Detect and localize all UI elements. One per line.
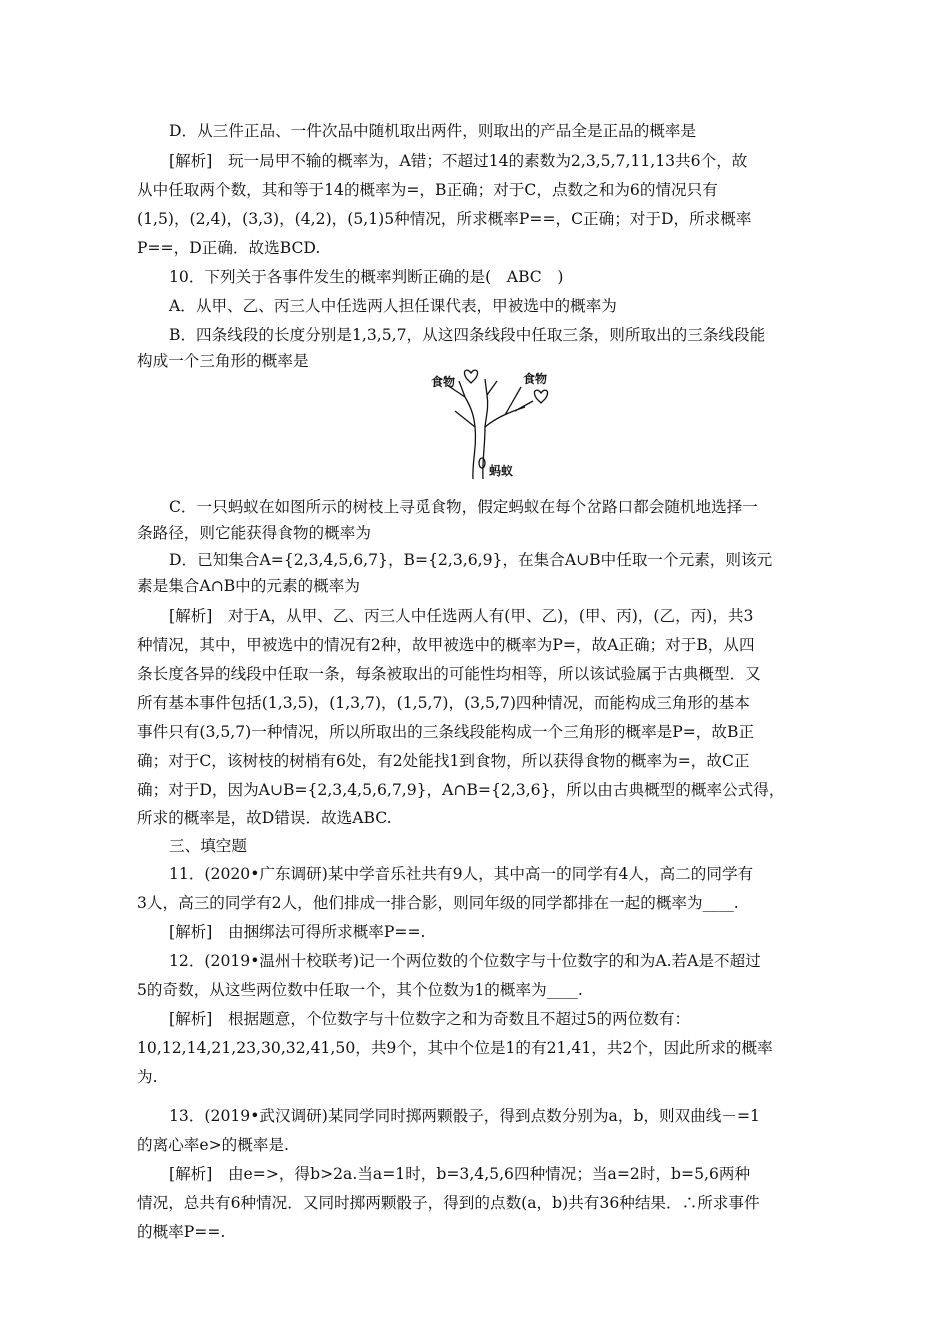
text-line: 条路径，则它能获得食物的概率为	[137, 524, 371, 542]
text-line: 5的奇数，从这些两位数中任取一个，其个位数为1的概率为____.	[137, 981, 583, 999]
text-line: D．从三件正品、一件次品中随机取出两件，则取出的产品全是正品的概率是	[169, 122, 697, 140]
text-line: [解析] 玩一局甲不输的概率为，A错；不超过14的素数为2,3,5,7,11,13共6个，故	[169, 152, 748, 170]
text-line: 11．(2020•广东调研)某中学音乐社共有9人，其中高一的同学有4人，高二的同学有	[169, 865, 754, 883]
ant-label: 蚂蚁	[489, 464, 514, 478]
section-heading: 三、填空题	[169, 837, 247, 855]
text-line: [解析] 对于A，从甲、乙、丙三人中任选两人有(甲、乙)，(甲、丙)，(乙，丙)，共3	[169, 607, 754, 625]
text-line: [解析] 根据题意，个位数字与十位数字之和为奇数且不超过5的两位数有：	[169, 1010, 691, 1028]
text-line: 所有基本事件包括(1,3,5)，(1,3,7)，(1,5,7)，(3,5,7)四种情况，而能构成三角形的基本	[137, 694, 750, 712]
text-line: 的离心率e>的概率是.	[137, 1136, 290, 1154]
text-line: [解析] 由e=>，得b>2a.当a=1时，b=3,4,5,6四种情况；当a=2时，b=5,6两种	[169, 1165, 751, 1183]
text-line: 构成一个三角形的概率是	[137, 352, 309, 370]
text-line: C．一只蚂蚁在如图所示的树枝上寻觅食物，假定蚂蚁在每个岔路口都会随机地选择一	[169, 498, 758, 516]
text-line: D．已知集合A={2,3,4,5,6,7}，B={2,3,6,9}，在集合A∪B中任取一个元素，则该元	[169, 551, 773, 569]
text-line: 事件只有(3,5,7)一种情况，所以所取出的三条线段能构成一个三角形的概率是P=，故B正	[137, 723, 755, 741]
tree-figure	[425, 367, 565, 482]
text-line: 13．(2019•武汉调研)某同学同时掷两颗骰子，得到点数分别为a，b，则双曲线－=1	[169, 1107, 760, 1125]
text-line: 确；对于C，该树枝的树梢有6处，有2处能找1到食物，所以获得食物的概率为=，故C正	[137, 752, 750, 770]
text-line: 确；对于D，因为A∪B={2,3,4,5,6,7,9}，A∩B={2,3,6}，所以由古典概型的概率公式得，	[137, 781, 785, 799]
text-line: B．四条线段的长度分别是1,3,5,7，从这四条线段中任取三条，则所取出的三条线段能	[169, 326, 766, 344]
text-line: [解析] 由捆绑法可得所求概率P==.	[169, 923, 426, 941]
text-line: 素是集合A∩B中的元素的概率为	[137, 577, 360, 595]
text-line: A．从甲、乙、丙三人中任选两人担任课代表，甲被选中的概率为	[169, 297, 617, 315]
text-line: 10,12,14,21,23,30,32,41,50，共9个，其中个位是1的有21,41，共2个，因此所求的概率	[137, 1039, 773, 1057]
text-line: (1,5)，(2,4)，(3,3)，(4,2)，(5,1)5种情况，所求概率P==，C正确；对于D，所求概率	[137, 210, 752, 228]
text-line: 条长度各异的线段中任取一条，每条被取出的可能性均相等，所以该试验属于古典概型．又	[137, 665, 761, 683]
text-line: 10．下列关于各事件发生的概率判断正确的是( ABC )	[169, 268, 564, 286]
food-label-left: 食物	[431, 375, 456, 389]
text-line: 从中任取两个数，其和等于14的概率为=，B正确；对于C，点数之和为6的情况只有	[137, 181, 718, 199]
food-label-right: 食物	[523, 372, 548, 386]
text-line: 种情况，其中，甲被选中的情况有2种，故甲被选中的概率为P=，故A正确；对于B，从四	[137, 636, 755, 654]
text-line: 12．(2019•温州十校联考)记一个两位数的个位数字与十位数字的和为A.若A是不超过	[169, 952, 761, 970]
text-line: 为.	[137, 1068, 158, 1086]
text-line: 3人，高三的同学有2人，他们排成一排合影，则同年级的同学都排在一起的概率为____.	[137, 894, 739, 912]
text-line: 的概率P==.	[137, 1223, 226, 1241]
text-line: 所求的概率是，故D错误．故选ABC.	[137, 809, 392, 827]
text-line: P==，D正确．故选BCD.	[137, 239, 321, 257]
text-line: 情况，总共有6种情况．又同时掷两颗骰子，得到的点数(a，b)共有36种结果．∴所求事件	[137, 1194, 760, 1212]
